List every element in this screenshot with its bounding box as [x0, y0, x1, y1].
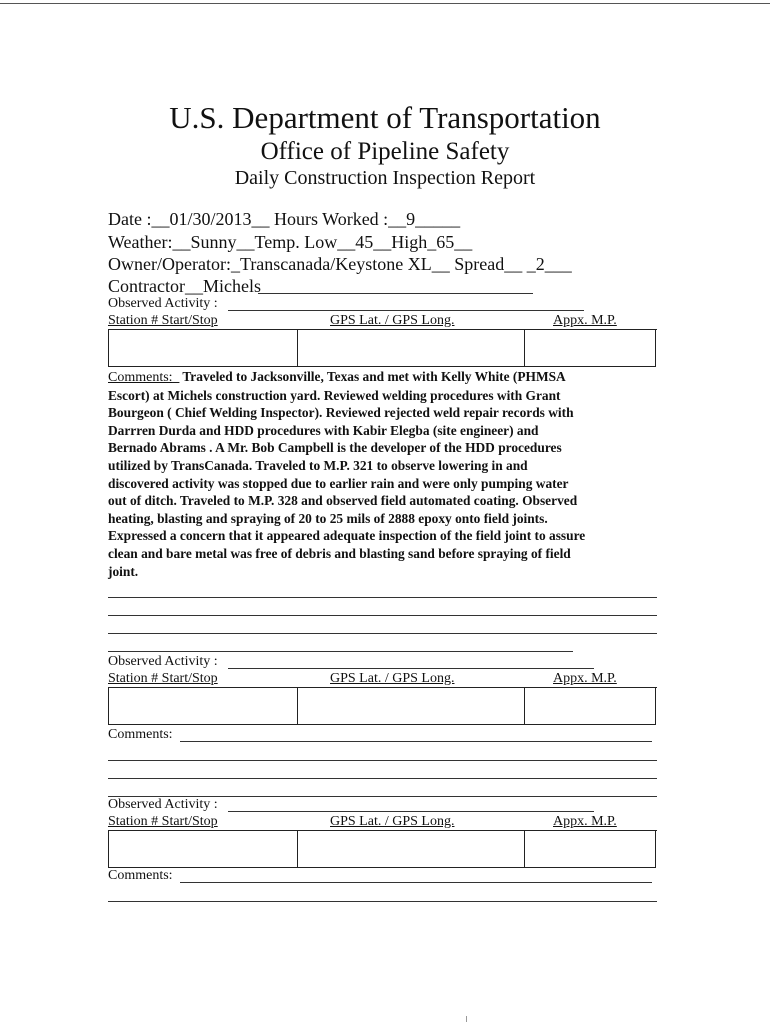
comment-line-1c	[108, 633, 657, 634]
mp-header-1: Appx. M.P.	[553, 313, 617, 328]
office-title: Office of Pipeline Safety	[260, 138, 510, 165]
station-header-1: Station # Start/Stop	[108, 313, 218, 328]
station-table-1	[108, 329, 656, 367]
comment-line-1b	[108, 615, 657, 616]
observed-activity-label-3: Observed Activity :	[108, 797, 218, 812]
owner-operator-field: Owner/Operator:_Transcanada/Keystone XL__ Spread__ _2___	[108, 254, 572, 274]
observed-activity-label-1: Observed Activity :	[108, 296, 218, 311]
scan-speck	[466, 1016, 467, 1022]
comment-line-1d	[108, 651, 573, 652]
station-header-3: Station # Start/Stop	[108, 814, 218, 829]
observed-activity-label-2: Observed Activity :	[108, 654, 218, 669]
observed-activity-line-1	[228, 310, 584, 311]
report-title: Daily Construction Inspection Report	[234, 167, 536, 189]
date-hours-field: Date :__01/30/2013__ Hours Worked :__9_____	[108, 209, 461, 229]
comment-line-2b	[108, 760, 657, 761]
contractor-field: Contractor__Michels	[108, 276, 261, 296]
comments-label-3: Comments:	[108, 868, 173, 883]
mp-header-3: Appx. M.P.	[553, 814, 617, 829]
observed-activity-line-3	[228, 811, 594, 812]
gps-header-3: GPS Lat. / GPS Long.	[330, 814, 455, 829]
comments-label-1: Comments:	[108, 370, 173, 385]
gps-header-1: GPS Lat. / GPS Long.	[330, 313, 455, 328]
station-table-2	[108, 687, 656, 725]
mp-header-2: Appx. M.P.	[553, 671, 617, 686]
comments-block-1	[108, 368, 658, 580]
contractor-underline	[258, 293, 533, 294]
comments-text-1: _ Traveled to Jacksonville, Texas and met with Kelly White (PHMSA Escort) at Michels construction yard. Reviewed welding procedures with Grant Bourgeon ( Chief Welding Inspector). Reviewed rejected weld repair records with Darrren Durda and HDD procedures with Kabir Elegba (site engineer) and Bernado Abrams . A Mr. Bob Campbell is the developer of the HDD procedures utilized by TransCanada. Traveled to M.P. 321 to observe lowering in and discovered activity was stopped due to earlier rain and were only pumping water out of ditch. Traveled to M.P. 328 and observed field automated coating. Observed heating, blasting and spraying of 20 to 25 mils of 2888 epoxy onto field joints. Expressed a concern that it appeared adequate inspection of the field joint to assure clean and bare metal was free of debris and blasting sand before spraying of field joint.	[108, 369, 586, 579]
top-border-line	[0, 3, 770, 4]
comment-line-2c	[108, 778, 657, 779]
gps-header-2: GPS Lat. / GPS Long.	[330, 671, 455, 686]
comment-line-3a	[180, 882, 652, 883]
comment-line-1a	[108, 597, 657, 598]
station-header-2: Station # Start/Stop	[108, 671, 218, 686]
observed-activity-line-2	[228, 668, 594, 669]
comment-line-3b	[108, 901, 657, 902]
weather-field: Weather:__Sunny__Temp. Low__45__High_65__	[108, 232, 473, 252]
station-table-3	[108, 830, 656, 868]
department-title: U.S. Department of Transportation	[169, 100, 601, 135]
comments-label-2: Comments:	[108, 727, 173, 742]
comment-line-2a	[180, 741, 652, 742]
